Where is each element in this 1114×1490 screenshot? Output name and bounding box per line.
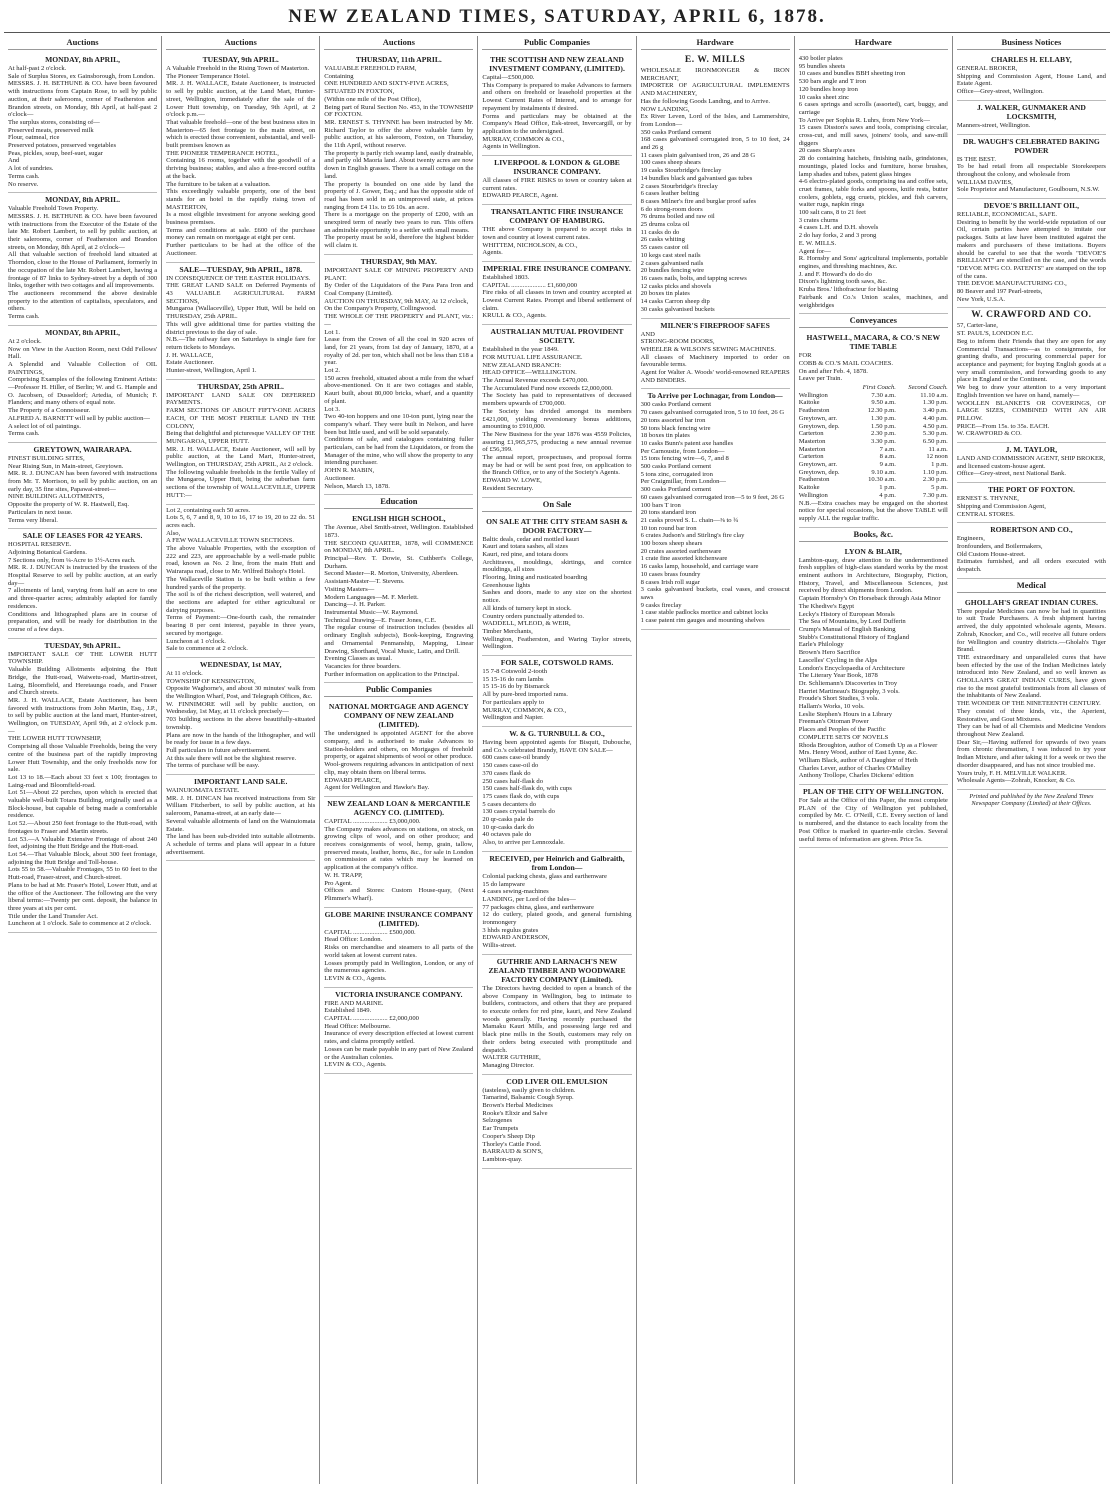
ad-body: WHOLESALE IRONMONGER & IRON MERCHANT, IMPORTER OF AGRICULTURAL IMPLEMENTS AND MACHINERY, Has the following Goods Landing, and to Arrive. NOW LANDING, Ex River Leven, Lord of the Isles, and Lammershire, from London— 350 casks Portland cement 168 cases galvanised corrugated iron, 5 to 10 feet, 24 and 26 g 11 cases plain galvanised iron, 26 and 28 G 100 cases sheep shears 19 casks Stourbridge's fireclay 14 bundles black and galvanised gas tubes 2 cases Stourbridge's fireclay 6 cases leather belting 8 cases Milner's fire and burglar proof safes 6 do strong-room doors 76 drums boiled and raw oil 25 drums colza oil 11 casks do do 26 casks whiting 55 cases castor oil 10 kegs cast steel nails 2 cases galvanised nails 20 bundles fencing wire 16 cases nails, bolts, and tapping screws 12 casks picks and shovels 20 boxes tin plates 14 casks Carron sheep dip 30 casks galvanised buckets (640, 67, 790, 313)
masthead: NEW ZEALAND TIMES, SATURDAY, APRIL 6, 1878. (288, 6, 826, 27)
ad-body: ERNEST S. THYNNE, Shipping and Commission Agent, CENTRAL STORES. (956, 495, 1046, 518)
timetable-header-row (799, 384, 948, 392)
ad-body: Manners-street, Wellington. (956, 121, 1031, 129)
advertisement (641, 389, 790, 629)
ad-headline: E. W. MILLS (684, 55, 746, 65)
timetable-cell: 10.30 a.m. (868, 476, 896, 484)
ad-headline: THURSDAY, 25th APRIL. (197, 381, 284, 391)
ad-headline: TRANSATLANTIC FIRE INSURANCE COMPANY OF HAMBURG. (490, 207, 624, 226)
timetable-cell: 2.30 p.m. (922, 476, 948, 484)
timetable-cell: 2.30 p.m. (871, 430, 896, 438)
timetable-cell: Masterton (798, 445, 826, 453)
advertisement (324, 908, 473, 988)
advertisement (482, 53, 631, 156)
ad-headline: COD LIVER OIL EMULSION (506, 1076, 608, 1086)
section-heading: Conveyances (799, 314, 948, 328)
ad-body: IMPORTANT LAND SALE ON DEFERRED PAYMENTS. FARM SECTIONS OF ABOUT FIFTY-ONE ACRES EACH, OF THE MOST FERTILE LAND IN THE COLONY, Being that delightful and picturesque VALLEY OF THE MUNGAROA, UPPER HUTT. MR. J. H. WALLACE, Estate Auctioneer, will sell by public auction, at the Land Mart, Hunter-street, Wellington, on THURSDAY, 25th APRIL, At 2 o'clock. The following valuable freeholds in the fertile Valley of the Mungaroa, Upper Hutt, being the suburban farm sections of the township of WALLACEVILLE, UPPER HUTT:— (166, 391, 316, 499)
advertisement (957, 101, 1106, 135)
timetable-cell: 1.30 p.m. (922, 399, 948, 407)
advertisement (166, 658, 315, 775)
timetable-cell: 3.30 p.m. (871, 437, 896, 445)
section-heading: On Sale (482, 498, 631, 512)
ad-body: Having been appointed agents for Bisquit, Dubouche, and Co.'s celebrated Brandy, HAVE ON SALE— 600 cases case-oil brandy 150 cases case-oil do 370 cases flask do 250 cases half-flask do 150 cases half-flask do, with cups 175 cases flask do, with cups 5 cases decanters do 130 cases crystal barrels do 20 qr-casks pale do 10 qr-casks dark do 40 octaves pale do Also, to arrive per Lennoxdale. (482, 739, 632, 847)
timetable-cell: 1.10 p.m. (922, 468, 948, 476)
timetable-cell: 1.50 p.m. (871, 422, 896, 430)
section-heading: Books, &c. (799, 528, 948, 542)
ad-headline: FOR SALE, COTSWOLD RAMS. (500, 658, 614, 668)
ad-headline: THURSDAY, 11th APRIL. (355, 55, 442, 64)
advertisement (8, 639, 157, 933)
ad-headline: THE PORT OF FOXTON. (987, 485, 1075, 495)
ad-body: 430 boiler plates 95 bundles sheets 10 cases and bundles BBH sheeting iron 530 bars angle and T iron 120 bundles hoop iron 10 casks sheet zinc 6 cases springs and scrolls (assorted), cart, buggy, and carriage To Arrive per Sophia R. Luhrs, from New York— 15 cases Disston's saws and tools, comprising circular, cross-cut, and mill saws, joiners' tools, and saw-mill diggers 20 cases Sharp's axes 28 do containing hatchets, finishing nails, grindstones, mountings, plated locks and furniture, horse brushes, lamp shades and tubes, patent glass hinges 4-6 electro-plated goods, comprising tea and coffee sets, cruet frames, table forks and spoons, knife rests, butter coolers, goblets, egg cruets, pickles, and fish carvers, waiter rugs, napkin rings 100 salt cans, 8 to 21 feet 3 crates churns 4 cases L.H. and D.H. shovels 2 do hay forks, 2 and 3 prong E. W. MILLS. Agent for— R. Hornsby and Sons' agricultural implements, portable engines, and threshing machines, &c. J. and F. Howard's do do do Dixon's lightning tooth saws, &c. Kruba Bros.' lithofracteur for blasting Fairbank and Co.'s Union scales, machines, and weighbridges (798, 55, 948, 309)
ad-headline: ROBERTSON AND CO., (990, 525, 1073, 535)
timetable-cell: 1 p.m. (879, 484, 896, 492)
advertisement (957, 53, 1106, 101)
ad-body: AND STRONG-ROOM DOORS, WHEELER & WILSON'S SEWING MACHINES. All classes of Machinery imported to order on favourable terms. Agent for Walter A. Woods' world-renowned REAPERS AND BINDERS. (640, 330, 790, 384)
advertisement (957, 443, 1106, 483)
advertisement (957, 523, 1106, 579)
section-heading: Hardware (641, 36, 790, 50)
column-3 (320, 36, 478, 1484)
newspaper-columns (4, 36, 1110, 1484)
advertisement (482, 656, 631, 727)
ad-body: Colonial packing chests, glass and earthenware 15 do lampware 4 cases sewing-machines LANDING, per Lord of the Isles— 77 packages china, glass, and earthenware 12 do cutlery, plated goods, and general furnishing ironmongery 3 hhds regulus grates EDWARD ANDERSON, Willis-street. (482, 872, 632, 950)
timetable-cell: 12.30 p.m. (867, 407, 896, 415)
timetable-cell: Greytown, arr. (798, 461, 837, 469)
ad-body: At half-past 2 o'clock. Sale of Surplus Stores, ex Gainsborough, from London. MESSRS. J. H. BETHUNE & CO. have been favoured with instructions from Captain Rose, to sell by public auction, at their salerooms, corner of Featherston and Brandon streets, on Monday, 8th April, at half-past 2 o'clock— The surplus stores, consisting of— Preserved meats, preserved milk Flour, oatmeal, rice Preserved potatoes, preserved vegetables Peas, pickles, soup, beef-suet, sugar And A lot of sundries. Terms cash. No reserve. (8, 65, 158, 188)
timetable-row (799, 461, 948, 469)
ad-body: HOSPITAL RESERVE. Adjoining Botanical Gardens. 7 Sections only, from ¼-Acre to 1½-Acres each. MR. R. J. DUNCAN is instructed by the trustees of the Hospital Reserve to sell by public auction, at an early day— 7 allotments of land, varying from half an acre to one and three-quarter acres; admirably adapted for family residences. Conditions and lithographed plans are in course of preparation, and will be ready for distribution in the course of a few days. (8, 541, 158, 633)
timetable-cell: Greytown, dep. (798, 422, 840, 430)
ad-headline: IMPERIAL FIRE INSURANCE COMPANY. (483, 263, 631, 273)
ad-body: IMPORTANT SALE OF THE LOWER HUTT TOWNSHIP. Valuable Building Allotments adjoining the Hutt Bridge, the Hutt-road, Waiwetu-road, Martin-street, Laing, Bloomfield, and Heretaunga roads, and Fraser and Church streets. MR. J. H. WALLACE, Estate Auctioneer, has been favored with instructions from John Martin, Esq., J.P., to sell by public auction at the land mart, Hunter-street, Wellington, on TUESDAY, April 9th, at 2 o'clock p.m.— THE LOWER HUTT TOWNSHIP, Comprising all those Valuable Freeholds, being the very centre of the business part of the rapidly improving Lower Hutt Township, and the only freeholds now for sale. Lot 13 to 18.—Each about 33 feet x 100; frontages to Laing-road and Bloomfield-road. Lot 51—About 22 perches, upon which is erected that valuable well-built Totara Building, originally used as a Block-house, but capable of being made a comfortable residence. Lot 52.—About 250 feet frontage to the Hutt-road, with frontages to Fraser and Martin streets. Lot 53.—A Valuable Extensive Frontage of about 240 feet, adjoining the Hutt Bridge and the Hutt-road. Lot 54.—That Valuable Block, about 300 feet frontage, adjoining the Hutt Bridge and Toll-house. Lots 55 to 58.—Valuable Frontages, 55 to 60 feet to the Hutt-road, Fraser-street, and Church-street. Plans to be had at Mr. Fraser's Hotel, Lower Hutt, and at the office of the Auctioneer. The following are the very liberal terms:—Twenty per cent. deposit, the balance in three years at six per cent. Title under the Land Transfer Act. Luncheon at 1 o'clock. Sale to commence at 2 o'clock. (8, 650, 158, 928)
section-heading: Auctions (324, 36, 473, 50)
advertisement (8, 193, 157, 326)
ad-body: FOR COBB & CO.'S MAIL COACHES. On and after Feb. 4, 1878. Leave per Train. (798, 352, 894, 383)
advertisement (641, 319, 790, 390)
ad-body: A Valuable Freehold in the Rising Town of Masterton. The Pioneer Temperance Hotel. MR. J. H. WALLACE, Estate Auctioneer, is instructed to sell by public auction, at the Land Mart, Hunter-street, Wellington, immediately after the sale of the Lower Hutt township, on Tuesday, 9th April, at 2 o'clock p.m.— That valuable freehold—one of the best business sites in Masterton—65 feet frontage to the main street, on which is erected those convenient, substantial, and well-built premises known as THE PIONEER TEMPERANCE HOTEL, Containing 16 rooms, together with the goodwill of a thriving business; stables, and also a free-record outfits at the back. The furniture to be taken at a valuation. This exceedingly valuable property, one of the best stands for an hotel in the rapidly rising town of MASTERTON, Is a most eligible investment for anyone seeking good business premises. Terms and conditions at sale. £600 of the purchase money can remain on mortgage at eight per cent. Further particulars to be had at the office of the Auctioneer. (166, 65, 316, 257)
ad-body: IN CONSEQUENCE OF THE EASTER HOLIDAYS. THE GREAT LAND SALE on Deferred Payments of 43 VALUABLE AGRICULTURAL FARM SECTIONS, Mungaroa (Wallaceville), Upper Hutt, Will be held on THURSDAY, 25th APRIL. This will give additional time for parties visiting the district previous to the day of sale. N.B.—The railway fare on Saturdays is single fare for return tickets to Mondays. J. H. WALLACE, Estate Auctioneer. Hunter-street, Wellington, April 1. (166, 274, 316, 375)
ad-note: N.B.—Extra coaches may be engaged on the shortest notice for special occasions, but the above TABLE will supply ALL the regular traffic. (798, 499, 948, 522)
timetable-row (799, 476, 948, 484)
advertisement (957, 483, 1106, 523)
ad-headline: IMPORTANT LAND SALE. (194, 777, 288, 787)
timetable-row (799, 438, 948, 446)
advertisement (8, 53, 157, 193)
advertisement (166, 380, 315, 505)
timetable-row (799, 446, 948, 454)
timetable-cell: 7 a.m. (879, 445, 896, 453)
ad-headline: MONDAY, 8th APRIL, (45, 327, 121, 337)
section-heading: Auctions (8, 36, 157, 50)
ad-body: IMPORTANT SALE OF MINING PROPERTY AND PLANT. By Order of the Liquidators of the Para Para Iron and Coal Company (Limited). AUCTION ON THURSDAY, 9th MAY, At 12 o'clock, On the Company's Property, Collingwood. THE WHOLE OF THE PROPERTY and PLANT, viz.:— Lot 1. Lease from the Crown of all the coal in 920 acres of land, for 21 years, from 1st day of January, 1870, at a royalty of 2d. per ton, which shall not be less than £18 a year. Lot 2. 150 acres freehold, situated about a mile from the wharf above-mentioned. On it are two cottages and stable, Kauri built, about 80,000 bricks, wharf, and a quantity of plant. Lot 3. Two 40-ton hoppers and one 10-ton punt, lying near the company's wharf. They were built in Nelson, and have been but little used, and will be sold separately. Conditions of sale, and catalogues containing fuller particulars, can be had from the Liquidators, or from the Manager of the mine, who will show the property to any intending purchaser. JOHN R. MABIN, Auctioneer. Nelson, March 13, 1878. (324, 266, 474, 490)
ad-headline: GREYTOWN, WAIRARAPA. (33, 444, 132, 454)
ad-body: FIRE AND MARINE. Established 1849. CAPITAL ..................... £2,000,000 Head Office: Melbourne. Insurance of every description effected at lowest current rates, and claims promptly settled. Losses can be made payable in any part of New Zealand or the Australian colonies. LEVIN & CO., Agents. (324, 999, 474, 1069)
ad-headline: THURSDAY, 9th MAY. (360, 256, 437, 266)
advertisement (799, 53, 948, 314)
ad-headline: SALE OF LEASES FOR 42 YEARS. (22, 531, 143, 541)
timetable-cell: 4 p.m. (879, 491, 896, 499)
ad-body: At 11 o'clock. TOWNSHIP OF KENSINGTON, Opposite Waghorne's, and about 30 minutes' walk from the Wellington Wharf, Post, and Telegraph Offices, &c. W. FINNIMORE will sell by public auction, on Wednesday, 1st May, at 11 o'clock precisely— 703 building sections in the above beautifully-situated township. Plans are now in the hands of the lithographer, and will be ready for issue in a few days. Full particulars in future advertisement. At this sale there will not be the slightest reserve. The terms of purchase will be easy. (166, 669, 316, 770)
ad-body: Established 1803. CAPITAL ..................... £1,600,000 Fire risks of all classes in town and country accepted at Lowest Current Rates. Prompt and liberal settlement of claim. KRULL & CO., Agents. (482, 273, 632, 320)
ad-headline: W. CRAWFORD AND CO. (971, 310, 1092, 321)
section-heading: Public Companies (324, 683, 473, 697)
ad-headline: TUESDAY, 9th APRIL. (202, 55, 279, 64)
advertisement (482, 1075, 631, 1169)
advertisement (482, 727, 631, 852)
ad-headline: ENGLISH HIGH SCHOOL, (352, 514, 446, 524)
ad-headline: LYON & BLAIR, (844, 546, 902, 556)
timetable-cell: 7.30 p.m. (922, 491, 948, 499)
imprint-footer: Printed and published by the New Zealand Times Newspaper Company (Limited) at their Offices. (969, 792, 1094, 808)
timetable-cell: 5 p.m. (931, 484, 948, 492)
masthead-rule (4, 32, 1110, 33)
ad-body: 15 7-8 Cotswold 2-tooth 15 15-16 do ram lambs 15 15-16 do by Bismarck All by pure-bred imported rams. For particulars apply to MURRAY, COMMON, & CO., Wellington and Napier. (482, 668, 568, 722)
ad-headline: TUESDAY, 9th APRIL. (44, 640, 121, 650)
timetable-row (799, 392, 948, 400)
advertisement (482, 955, 631, 1075)
ad-body: CAPITAL ..................... £500,000. Head Office: London. Risks on merchandise and steamers to all parts of the world taken at lowest current rates. Losses promptly paid in Wellington, London, or any of the numerous agencies. LEVIN & CO., Agents. (324, 928, 474, 982)
ad-headline: HASTWELL, MACARA, & CO.'S NEW TIME TABLE (806, 333, 941, 352)
column-5 (637, 36, 795, 1484)
ad-body: The Avenue, Abel Smith-street, Wellington. Established 1873. THE SECOND QUARTER, 1878, will COMMENCE on MONDAY, 8th APRIL. Principal—Rev. T. Dowie, St. Cuthbert's College, Durham. Second Master—R. Morton, University, Aberdeen. Assistant-Master—T. Stevens. Visiting Masters— Modern Languages—M. F. Merlett. Dancing—J. H. Parker. Instrumental Music—W. Raymond. Technical Drawing—E. Fraser Jones, C.E. The regular course of instruction includes (besides all ordinary English subjects), Book-keeping, Engraving and Ornamental Penmanship, Mapping, Linear Drawing, Shorthand, Vocal Music, Latin, and Drill. Evening Classes as usual. Vacancies for three boarders. Further information on application to the Principal. (324, 524, 474, 678)
timetable-cell: 11.10 a.m. (920, 391, 948, 399)
advertisement (166, 505, 315, 658)
ad-body: There popular Medicines can now be had in quantities to suit Trade Purchasers. A fresh shipment having arrived, the duly appointed wholesale agents, Messrs. Zohrab, Knocker, and Co., will receive all future orders for Wellington and country districts.—Gholah's Tiger Brand. THE extraordinary and unparalleled cures that have been effected by the use of the Indian Medicines lately introduced into New Zealand, and so well known as GHOLLAH'S GREAT INDIAN CURES, have given rise to the most grateful testimonials from all classes of the inhabitants of New Zealand. THE WONDER OF THE NINETEENTH CENTURY. They consist of three kinds, viz., the Aperient, Restorative, and Gout Mixtures. They can be had of all Chemists and Medicine Vendors throughout New Zealand. Dear Sir,—Having suffered for upwards of two years from chronic rheumatism, I was induced to try your Indian Mixture, and after taking it for a week or two the disorder disappeared, and has not since troubled me. Yours truly, F. H. MELVILLE WALKER. Wholesale Agents—Zohrab, Knocker, & Co. (956, 607, 1106, 785)
section-heading: Hardware (799, 36, 948, 50)
advertisement (482, 515, 631, 657)
ad-headline: PLAN OF THE CITY OF WELLINGTON. (803, 787, 944, 797)
ad-body: Lambton-quay, draw attention to the undermentioned fresh supplies of high-class standard works by the most eminent authors in Architecture, Biography, Fiction, History, Travel, and Miscellaneous Sciences, just received by direct shipments from London. Captain Hornsby's On Horseback through Asia Minor The Khedive's Egypt Lecky's History of European Morals The Sea of Mountains, by Lord Dufferin Crump's Manual of English Banking Stubb's Constitutional History of England Earle's Philology Brown's Hero Sacrifice Lascelles' Cycling in the Alps London's Encyclopaedia of Architecture The Literary Year Book, 1878 Dr. Schliemann's Discoveries in Troy Harriet Martineau's Biography, 3 vols. Froude's Short Studies, 3 vols. Hallam's Works, 10 vols. Leslie Stephen's Hours in a Library Freeman's Ottoman Power Places and Peoples of the Pacific COMPLETE SETS OF NOVELS Rhoda Broughton, author of Cometh Up as a Flower Mrs. Henry Wood, author of East Lynne, &c. William Black, author of A Daughter of Heth Charles Lever, author of Charles O'Malley Anthony Trollope, Charles Dickens' edition (798, 556, 948, 780)
timetable-row (799, 469, 948, 477)
ad-headline: CHARLES H. ELLABY, (991, 55, 1072, 64)
section-heading: Education (324, 495, 473, 509)
column-4 (478, 36, 636, 1484)
ad-body: The undersigned is appointed AGENT for the above company, and is authorised to make Advances to Station-holders and others, on Mortgages of freehold property, or against shipments of wool or other produce. Wool-growers requiring advances in anticipation of next clip, may obtain them on liberal terms. EDWARD PEARCE, Agent for Wellington and Hawke's Bay. (324, 730, 474, 792)
ad-body: Lot 2, containing each 50 acres. Lots 5, 6, 7 and 8, 9, 10 to 16, 17 to 19, 20 to 22 do. 51 acres each. Also, A FEW WALLACEVILLE TOWN SECTIONS. The above Valuable Properties, with the exception of 222 and 223, are approachable by a well-made public road, known as No. 2 line, from the main Hutt and Wairarapa road, close to Mr. Wilfred Bishop's Hotel. The Wallaceville Station is to be built within a few hundred yards of the property. The soil is of the richest description, well watered, and the sections are adapted for either agricultural or dairying purposes. Terms of Payment:—One-fourth cash, the remainder bearing 8 per cent interest, payable in three years, secured by mortgage. Luncheon at 1 o'clock. Sale to commence at 2 o'clock. (166, 506, 316, 653)
coach-timetable (799, 384, 948, 500)
timetable-cell: 8 a.m. (879, 453, 896, 461)
column-1 (4, 36, 162, 1484)
advertisement (957, 596, 1106, 790)
section-heading: Auctions (166, 36, 315, 50)
advertisement (8, 529, 157, 638)
ad-headline: SALE—TUESDAY, 9th APRIL, 1878. (179, 264, 303, 274)
timetable-cell: 9 a.m. (879, 461, 896, 469)
advertisement (324, 255, 473, 495)
column-7 (953, 36, 1110, 1484)
timetable-cell: Featherston (798, 407, 830, 415)
ad-headline: J. WALKER, GUNMAKER AND LOCKSMITH, (976, 102, 1086, 121)
timetable-cell: 4.40 p.m. (922, 414, 948, 422)
ad-headline: THE SCOTTISH AND NEW ZEALAND INVESTMENT COMPANY, (LIMITED). (489, 55, 625, 73)
timetable-cell: 5.30 p.m. (922, 430, 948, 438)
advertisement (957, 135, 1106, 200)
ad-headline: ON SALE AT THE CITY STEAM SASH & DOOR FACTORY— (486, 516, 628, 535)
advertisement (799, 331, 948, 527)
advertisement (641, 53, 790, 319)
advertisement (482, 156, 631, 205)
timetable-header: Second Coach. (908, 384, 948, 392)
section-heading: Medical (957, 579, 1106, 593)
ad-headline: NATIONAL MORTGAGE AND AGENCY COMPANY OF NEW ZEALAND (LIMITED). (328, 702, 469, 730)
section-heading: Business Notices (957, 36, 1106, 50)
ad-headline: RECEIVED, per Heinrich and Galbraith, from London— (489, 853, 625, 872)
timetable-row (799, 430, 948, 438)
ad-body: CAPITAL ..................... £3,000,000. The Company makes advances on stations, on stock, on growing clips of wool, and on other produce; and receives consignments of wool, hemp, grain, tallow, preserved meats, leather, horns, &c., for sale in London on commission at rates which may be learned on application at the company's office. W. H. TRAPP, Pro Agent. Offices and Stores: Custom House-quay, (Next Plimmer's Wharf). (324, 817, 474, 902)
ad-headline: LIVERPOOL & LONDON & GLOBE INSURANCE COMPANY. (494, 158, 620, 177)
ad-body: 300 casks Portland cement 70 cases galvanised corrugated iron, 5 to 10 feet, 26 G 20 tons assorted bar iron 50 tons black fencing wire 18 boxes tin plates 10 casks Bunn's patent axe handles Per Carnoustie, from London— 15 tons fencing wire—6, 7, and 8 500 casks Portland cement 5 tons zinc, corrugated iron Per Craigmillar, from London— 300 casks Portland cement 60 cases galvanised corrugated iron—5 to 9 feet, 26 G 100 bars T iron 20 tons standard iron 21 casks proved S. L. chain—⅜ to ¾ 10 ton round bar iron 6 crates Judson's and Stirling's fire clay 100 boxes sheep shears 20 crates assorted earthenware 1 crate fine assorted kitchenware 16 casks lamp, household, and carriage ware 10 cases brass foundry 8 cases Irish roll sugar 3 casks galvanised buckets, coal vases, and crosscut saws 9 casks fireclay 1 case stable padlocks mortice and cabinet locks 1 case patent rim gauges and mounting shelves (640, 401, 790, 625)
advertisement (166, 53, 315, 263)
ad-body: THE above Company is prepared to accept risks in town and country at lowest current rates. WHITTEM, NICHOLSON, & CO., Agents. (482, 226, 632, 257)
timetable-row (799, 484, 948, 492)
timetable-row (799, 453, 948, 461)
advertisement (799, 545, 948, 785)
ad-headline: MONDAY, 8th APRIL. (45, 195, 121, 205)
ad-body: RELIABLE, ECONOMICAL, SAFE. Desiring to benefit by the world-wide reputation of our Oil, certain parties have attempted to imitate our packages. Suits at law have been instituted against the makers and purchasers of these imitations. Buyers should be careful to see that the words "DEVOE'S BRILLIANT" are stencilled on the case, and the words "DEVOE M'FG CO. PATENTS" are stamped on the top of the cans. THE DEVOE MANUFACTURING CO., 80 Beaver and 197 Pearl-streets, New York, U.S.A. (956, 211, 1106, 303)
advertisement (957, 199, 1106, 308)
timetable-cell: Wellington (798, 391, 828, 399)
timetable-cell: Masterton (798, 437, 826, 445)
ad-headline: VICTORIA INSURANCE COMPANY. (335, 989, 463, 999)
advertisement (324, 700, 473, 797)
advertisement (166, 775, 315, 861)
ad-body: IS THE BEST. To be had retail from all respectable Storekeepers throughout the colony, and wholesale from WILLIAM DAVIES, Sole Proprietor and Manufacturer, Goulbourn, N.S.W. (956, 155, 1106, 194)
advertisement (166, 263, 315, 380)
ad-headline: DEVOE'S BRILLIANT OIL, (983, 201, 1080, 211)
ad-headline: WEDNESDAY, 1st MAY, (199, 659, 282, 669)
section-heading: Public Companies (482, 36, 631, 50)
timetable-row (799, 415, 948, 423)
timetable-cell: 11 a.m. (928, 445, 948, 453)
ad-headline: NEW ZEALAND LOAN & MERCANTILE AGENCY CO. (LIMITED). (327, 798, 471, 817)
ad-body: The Directors having decided to open a branch of the above Company in Wellington, beg to intimate to builders, contractors, and others that they are prepared to execute orders for red pine, kauri, and New Zealand woods generally. Having recently purchased the Mamaku Kauri Mills, and possessing large red and black pine mills in the South, customers may rely on their orders being executed with promptitude and despatch. WALTER GUTHRIE, Managing Director. (482, 984, 632, 1069)
timetable-row (799, 423, 948, 431)
ad-body: All classes of FIRE RISKS to town or country taken at current rates. EDWARD PEARCE, Agent. (482, 177, 632, 200)
timetable-cell: Wellington (798, 491, 828, 499)
timetable-cell: Kaitoke (798, 484, 820, 492)
ad-headline: MILNER'S FIREPROOF SAFES (660, 320, 770, 330)
timetable-row (799, 492, 948, 500)
timetable-cell: 1.30 p.m. (871, 414, 896, 422)
advertisement (482, 325, 631, 497)
ad-body: Baltic deals, cedar and mottled kauri Kauri and totara sashes, all sizes Kauri, red pine, and totara doors Architraves, mouldings, skirtings, and cornice mouldings, all sizes Flooring, lining and rusticated boarding Greenhouse lights Sashes and doors, made to any size on the shortest notice. All kinds of turnery kept in stock. Country orders punctually attended to. WADDELL, M'LEOD, & WEIR, Timber Merchants, Wellington, Featherston, and Waring Taylor streets, Wellington. (482, 535, 632, 651)
timetable-cell: 9.50 a.m. (871, 399, 896, 407)
timetable-cell: Kaitoke (798, 399, 820, 407)
ad-body: GENERAL BROKER, Shipping and Commission Agent, House Land, and Estate Agent. Office—Grey-street, Wellington. (956, 65, 1106, 96)
ad-body: LAND AND COMMISSION AGENT, SHIP BROKER, and licensed custom-house agent. Office—Grey-street, next National Bank. (956, 455, 1106, 478)
advertisement (482, 262, 631, 325)
timetable-cell: Carterton (798, 453, 824, 461)
ad-headline: W. & G. TURNBULL & CO., (509, 729, 605, 738)
advertisement (324, 988, 473, 1074)
timetable-cell: Greytown, arr. (798, 414, 837, 422)
timetable-cell: Carterton (798, 430, 824, 438)
ad-headline: GUTHRIE AND LARNACH'S NEW ZEALAND TIMBER AND WOODWARE FACTORY COMPANY (Limited). (488, 956, 626, 984)
timetable-row (799, 407, 948, 415)
ad-body: Capital—£500,000. This Company is prepared to make Advances to farmers and others on freehold or leasehold properties at the Lowest Current Rates of Interest, and to arrange for repayment by instalments if desired. Forms and particulars may be obtained at the Company's Head Office, Esk-street, Invercargill, or by application to the undersigned. MURRAY, COMMON & CO., Agents in Wellington. (482, 74, 632, 151)
advertisement (8, 326, 157, 443)
ad-body: At 2 o'clock. Now on View in the Auction Room, next Odd Fellows' Hall. A Splendid and Valuable Collection of OIL PAINTINGS, Comprising Examples of the following Eminent Artists:—Professor H. Hiller, of Berlin; W. and G. Hample and O. Jacobsen, of Dusseldorf; Artedia, of Munich; F. Flanders; and many others of equal note. The Property of a Connoisseur. ALFRED A. BARNETT will sell by public auction— A select lot of oil paintings. Terms cash. (8, 337, 158, 438)
timetable-cell: Greytown, dep. (798, 468, 840, 476)
timetable-cell: 1 p.m. (931, 461, 948, 469)
advertisement (324, 797, 473, 908)
ad-body: 57, Carter-lane, ST. PAUL'S, LONDON E.C. Beg to inform their Friends that they are open for any Commercial Transactions—as to consignments, for granting drafts, and procuring commercial paper for acceptance and payment; for buying English goods at a very small commission, and forwarding goods to any place in England or the Continent. We beg to draw your attention to a very important English Invention we have on hand, namely— WOOLLEN BLANKETS OR COVERINGS, OF LARGE SIZES, COMBINED WITH AN AIR PILLOW. PRICE—From 15s. to 35s. EACH. W. CRAWFORD & CO. (956, 322, 1106, 438)
timetable-cell: 3.40 p.m. (922, 407, 948, 415)
advertisement (324, 53, 473, 255)
advertisement (482, 205, 631, 262)
ad-body: VALUABLE FREEHOLD FARM, Containing ONE HUNDRED AND SIXTY-FIVE ACRES, SITUATED IN FOXTON, (Within one mile of the Post Office), Being part of Rural Section No. 453, in the TOWNSHIP OF FOXTON. MR. ERNEST S. THYNNE has been instructed by Mr. Richard Taylor to offer the above valuable farm by public auction, at his saleroom, Foxton, on Thursday, the 11th April, without reserve. The property is partly rich swamp land, easily drainable, and partly old Maoria land. About twenty acres are now down in English grasses. There is a small cottage on the land. The property is bounded on one side by land the property of J. Gower, Esq.; and has the opposite side of road has been sold in an unimproved state, at prices ranging from £4 11s. to £6 10s. an acre. There is a mortgage on the property of £200, with an unexpired term of nearly two years to run. This offers an admirable opportunity to a settler with small means. The property must be sold, therefore the highest bidder will claim it. (324, 65, 474, 250)
ad-headline: GHOLLAH'S GREAT INDIAN CURES. (964, 597, 1098, 607)
ad-headline: AUSTRALIAN MUTUAL PROVIDENT SOCIETY. (490, 327, 624, 346)
advertisement (482, 852, 631, 955)
column-2 (162, 36, 320, 1484)
ad-body: FINEST BUILDING SITES, Near Rising Sun, in Main-street, Greytown. MR. R. J. DUNCAN has been favored with instructions from Mr. T. Morrison, to sell by public auction, on an early day, 35 fine sites, Papawai-street— NINE BUILDING ALLOTMENTS, Opposite the property of W. R. Hastwell, Esq. Particulars in next issue. Terms very liberal. (8, 454, 158, 524)
advertisement (957, 308, 1106, 443)
ad-headline: MONDAY, 8th APRIL, (45, 55, 121, 64)
timetable-header (799, 384, 853, 392)
ad-headline: GLOBE MARINE INSURANCE COMPANY (LIMITED). (324, 909, 474, 928)
advertisement (8, 443, 157, 529)
timetable-cell: 7.30 a.m. (871, 391, 896, 399)
timetable-cell: 12 noon (926, 453, 948, 461)
timetable-cell: Featherston (798, 476, 830, 484)
ad-headline: To Arrive per Lochnagar, from London— (647, 391, 783, 401)
timetable-row (799, 399, 948, 407)
advertisement (799, 785, 948, 848)
column-6 (795, 36, 953, 1484)
ad-body: WAINUIOMATA ESTATE. MR. J. H. DINCAN has received instructions from Sir William Fitzherbert, to sell by public auction, at his saleroom, Panama-street, at an early date— Several valuable allotments of land on the Wainuiomata Estate. The land has been sub-divided into suitable allotments. A schedule of terms and plans will appear in a future advertisement. (166, 787, 316, 856)
ad-body: Established in the year 1849. FOR MUTUAL LIFE ASSURANCE. NEW ZEALAND BRANCH: HEAD OFFICE—WELLINGTON. The Annual Revenue exceeds £470,000. The Accumulated Fund now exceeds £2,000,000. The Society has paid to representatives of deceased members upwards of £700,000. The Society has divided amongst its members £421,000, yielding reversionary bonus additions, amounting to £910,000. The New Business for the year 1876 was 4559 Policies, assuring £1,965,575, producing a new annual revenue of £56,399. The annual report, prospectuses, and proposal forms may be had or will be sent post free, on application to the Branch Office, or to any of the Society's Agents. EDWARD W. LOWE, Resident Secretary. (482, 346, 632, 492)
timetable-header: First Coach. (862, 384, 896, 392)
ad-body: (tasteless), easily given to children. Tamarind, Balsamic Cough Syrup. Brown's Herbal Medicines Rooke's Elixir and Salve Selzogenes Ear Trumpets Cooper's Sheep Dip Thorley's Cattle Food. BARRAUD & SON'S, Lambton-quay. (482, 1086, 576, 1163)
advertisement (324, 512, 473, 683)
ad-body: Engineers, Ironfounders, and Boilermakers, Old Custom House-street. Estimates furnished, and all orders executed with despatch. (956, 535, 1106, 574)
ad-body: For Sale at the Office of this Paper, the most complete PLAN of the City of Wellington yet published, compiled by Mr. C. O'Neill, C.E. Every section of land is numbered, and the distance to each locality from the Post Office is marked in quarter-mile circles. Several useful items of information are given. Price 5s. (798, 797, 948, 843)
timetable-cell: 4.50 p.m. (922, 422, 948, 430)
timetable-cell: 9.10 a.m. (871, 468, 896, 476)
ad-headline: DR. WAUGH'S CELEBRATED BAKING POWDER (962, 136, 1100, 155)
timetable-cell: 6.50 p.m. (922, 437, 948, 445)
ad-headline: J. M. TAYLOR, (1005, 445, 1058, 455)
ad-body: Valuable Freehold Town Property. MESSRS. J. H. BETHUNE & CO. have been favoured with instructions from the Executor of the Estate of the late Mr. Robert Lambert, to sell by public auction, at their salerooms, corner of Featherston and Brandon streets, on Monday, 8th April, at 2 o'clock— All that valuable section of freehold land situated at Thorndon, close to the House of Parliament, formerly in the occupation of the late Mr. Robert Lambert, having a frontage of 87 links to Sydney-street by a depth of 300 links, together with two cottages and all improvements. The auctioneers recommend the above desirable property to the attention of capitalists, speculators, and others. Terms cash. (8, 205, 158, 321)
